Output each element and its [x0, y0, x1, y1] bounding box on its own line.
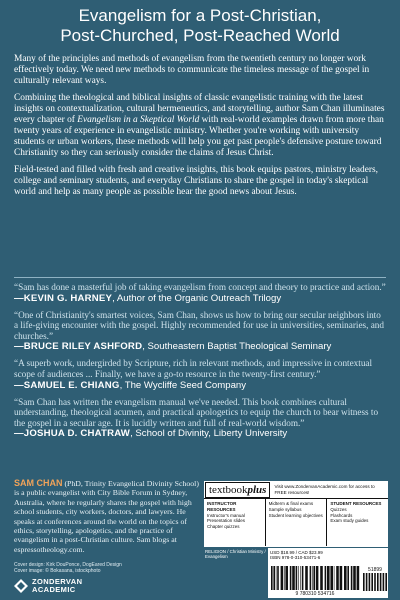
barcode-bar [340, 566, 343, 590]
barcode-bar [351, 566, 353, 590]
resource-item: Sample syllabus [268, 506, 302, 512]
description-text: with real-world examples drawn from more than twenty years of experience in evangelistic ministry. Whether you're working with university students or urban workers, these methods will help you get past people's defensive posture toward Christianity so they can seriously consider the claims of Jesus Christ. [14, 115, 384, 158]
addon-bar [377, 573, 379, 591]
endorsements [14, 282, 386, 445]
instructor-resources [204, 499, 266, 546]
barcode-bar [347, 566, 349, 590]
publisher-name [32, 578, 82, 594]
endorsement [14, 282, 386, 305]
resource-item: Flashcards [330, 512, 353, 518]
instructor-resources-heading: INSTRUCTOR RESOURCES [207, 501, 237, 512]
barcode-bar [290, 566, 292, 590]
middle-resources [266, 499, 328, 546]
cover-credits [14, 562, 134, 574]
addon-bar [363, 573, 365, 591]
publisher-logo [14, 578, 82, 594]
addon-bar [383, 573, 385, 591]
author-bio [14, 479, 200, 554]
barcode-bar [344, 566, 347, 590]
endorsement-quote: “A superb work, undergirded by Scripture, rich in relevant methods, and impressive in contextual scope of audiences ... Finally, we have a go-to resource in the twenty-first century.” [14, 358, 373, 379]
description-text: Combining the theological and biblical insights of classic evangelistic training with the latest insights on contextualization, cultural hermeneutics, and storytelling, author Sam Chan illuminates every chapter of [14, 93, 385, 125]
book-description [14, 54, 386, 204]
barcode-bar [276, 566, 277, 590]
cover-design-credit: Cover design: Kirk DouPonce, DogEared Design [14, 562, 122, 568]
textbookplus-header [204, 481, 388, 498]
textbookplus-box [204, 481, 388, 547]
barcode-bar [327, 566, 330, 590]
textbookplus-visit-text: Visit www.ZondervanAcademic.com for access to FREE resources! [274, 484, 375, 495]
addon-number: 51899 [368, 567, 382, 573]
resource-item: Quizzes [330, 506, 347, 512]
barcode-number: 9 780310 534716 [295, 591, 335, 597]
barcode-bar [273, 566, 275, 590]
resource-item: Presentation slides [207, 518, 246, 524]
barcode-bar [320, 566, 323, 590]
student-resources-heading: STUDENT RESOURCES [330, 501, 382, 506]
resource-item: Midterm & final exams [268, 501, 314, 506]
student-resources [327, 499, 388, 546]
barcode-bar [353, 566, 356, 590]
description-paragraph-2 [14, 93, 386, 159]
textbookplus-logo [205, 482, 270, 498]
endorser-name: —JOSHUA D. CHATRAW [14, 428, 131, 440]
book-title-italic: Evangelism in a Skeptical World [77, 115, 200, 125]
book-category: RELIGION / Christian Ministry / Evangelism [205, 549, 266, 560]
addon-bar [385, 573, 387, 591]
barcode-bar [284, 566, 285, 590]
endorser-affiliation: , Southeastern Baptist Theological Seminary [142, 341, 332, 353]
addon-bar [371, 573, 373, 591]
textbookplus-logo-text: textbook [209, 484, 248, 496]
barcode-bar [300, 566, 301, 590]
barcode-bar [281, 566, 284, 590]
endorser [14, 293, 386, 305]
endorsement [14, 358, 386, 391]
endorser [14, 380, 386, 392]
endorser-name: —BRUCE RILEY ASHFORD [14, 341, 143, 353]
barcode-bar [316, 566, 319, 590]
addon-bar [366, 573, 368, 591]
endorsement-quote: “Sam has done a masterful job of taking evangelism from concept and theory to practice and action.” [14, 282, 386, 292]
barcode-bar [336, 566, 339, 590]
barcode-bar [271, 566, 273, 590]
resource-item: Instructor's manual [207, 512, 245, 518]
endorsement [14, 397, 386, 441]
barcode-bar [305, 566, 308, 590]
endorsement [14, 310, 386, 354]
headline-line-2: Post-Churched, Post-Reached World [60, 26, 340, 45]
textbookplus-resources [204, 498, 388, 546]
headline-line-1: Evangelism for a Post-Christian, [78, 6, 322, 25]
publisher-name-line-1: ZONDERVAN [32, 577, 83, 586]
barcode-bar [292, 566, 295, 590]
zondervan-logo-icon [14, 579, 28, 593]
addon-bar [374, 573, 376, 591]
author-bio-text: (PhD, Trinity Evangelical Divinity School) is a public evangelist with City Bible Forum in Sydney, Australia, where he regularly shares the gospel with high school students, city workers, doctors, and lawyers. He speaks at conferences around the world on the topics of ethics, storytelling, apologetics, and the practice of evangelism in a post-Christian culture. Sam blogs at espressotheology.com. [14, 479, 199, 554]
price-addon-barcode-icon [362, 566, 388, 592]
barcode-bar [313, 566, 315, 590]
barcode-bar [277, 566, 279, 590]
author-name: SAM CHAN [14, 478, 63, 488]
barcode-bar [325, 566, 327, 590]
barcode-bar [357, 566, 360, 590]
resource-item: Chapter quizzes [207, 524, 240, 530]
endorser [14, 428, 386, 440]
endorser [14, 341, 386, 353]
endorser-affiliation: , Author of the Organic Outreach Trilogy [112, 292, 282, 304]
barcode-meta [270, 550, 386, 561]
endorser-affiliation: , School of Divinity, Liberty University [130, 428, 288, 440]
price-text: USD $18.99 / CAD $23.99 [270, 550, 323, 555]
resource-item: Student learning objectives [268, 512, 323, 518]
addon-bar [380, 573, 382, 591]
endorser-name: —SAMUEL E. CHIANG [14, 379, 120, 391]
barcode-icon [270, 566, 360, 592]
resource-item: Exam study guides [330, 518, 369, 524]
barcode-bar [298, 566, 299, 590]
back-cover-headline [0, 6, 400, 46]
publisher-name-line-2: ACADEMIC [32, 585, 76, 594]
barcode-bar [285, 566, 288, 590]
endorsement-quote: “One of Christianity's smartest voices, Sam Chan, shows us how to bring our secular neighbors into a life-giving encounter with the gospel. Highly recommended for use in universities, seminaries, and churches.” [14, 309, 384, 341]
textbookplus-logo-plus: plus [247, 484, 267, 496]
barcode-bar [312, 566, 313, 590]
barcode-bar [302, 566, 304, 590]
section-divider [14, 277, 386, 278]
endorser-name: —KEVIN G. HARNEY [14, 292, 113, 304]
isbn-text: ISBN 978-0-310-53471-6 [270, 555, 321, 561]
endorsement-quote: “Sam Chan has written the evangelism manual we've needed. This book combines cultural understanding, theological acumen, and practical apologetics to equip the church to bear witness to the gospel in a secular age. It is lucidly written and full of real-world wisdom.” [14, 396, 379, 428]
description-paragraph-3: Field-tested and filled with fresh and creative insights, this book equips pastors, ministry leaders, college and seminary students, and everyday Christians to share the gospel in today's skeptical world and help as many people as possible hear the good news about Jesus. [14, 165, 378, 197]
cover-image-credit: Cover image: © Bokasana, istockphoto [14, 568, 101, 574]
barcode-bar [330, 566, 333, 590]
barcode-bar [310, 566, 312, 590]
description-paragraph-1: Many of the principles and methods of evangelism from the twentieth century no longer work effectively today. We need new methods to communicate the timeless message of the gospel in culturally relevant ways. [14, 54, 370, 86]
endorser-affiliation: , The Wycliffe Seed Company [119, 379, 247, 391]
barcode-bar [334, 566, 335, 590]
barcode-bar [296, 566, 298, 590]
addon-bar [369, 573, 371, 591]
